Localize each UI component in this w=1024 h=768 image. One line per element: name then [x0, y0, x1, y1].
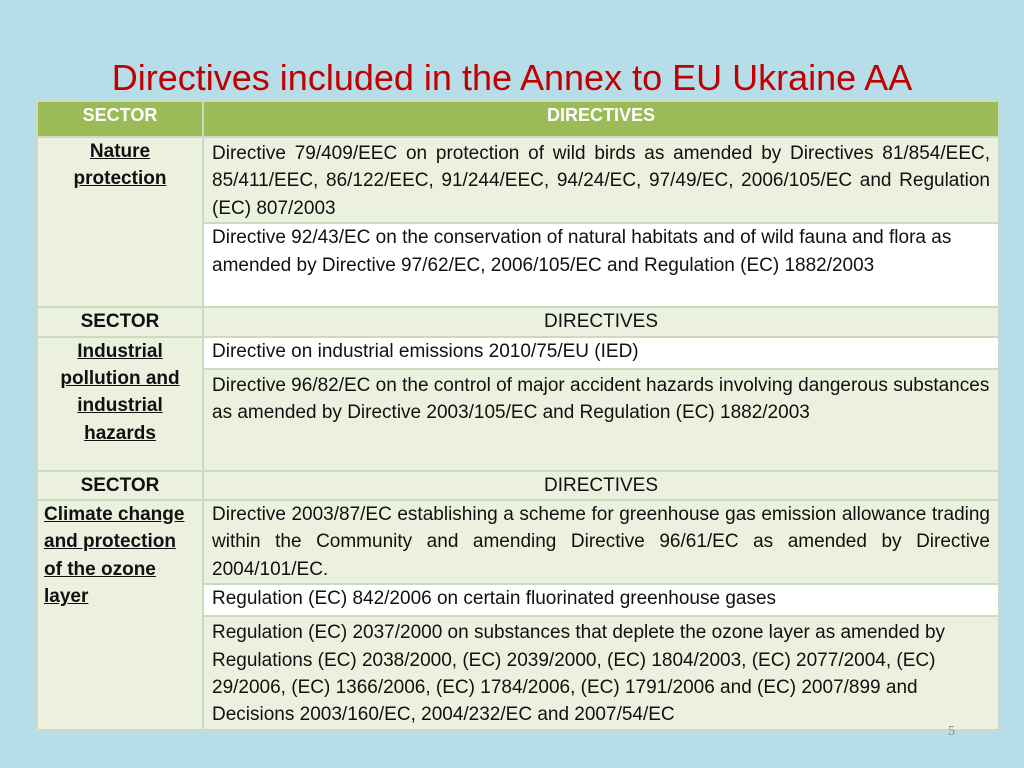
- sector-industrial-pollution[interactable]: [37, 337, 203, 471]
- directives-table: [36, 100, 1000, 731]
- table-row: [37, 500, 999, 584]
- directives-header: DIRECTIVES: [203, 307, 999, 336]
- directive-cell: Directive 79/409/EEC on protection of wild birds as amended by Directives 81/854/EEC, 85/411/EEC, 86/122/EEC, 91/244/EEC, 94/24/EC, 97/49/EC, 2006/105/EC and Regulation (EC) 807/2003: [203, 137, 999, 223]
- table-row: [37, 337, 999, 369]
- sector-label-line: of the ozone: [44, 558, 156, 580]
- sector-header-row: [37, 471, 999, 500]
- sector-header: SECTOR: [37, 471, 203, 500]
- sector-label-line: layer: [44, 586, 89, 608]
- sector-climate-change[interactable]: [37, 500, 203, 730]
- sector-header-row: [37, 307, 999, 336]
- directive-cell: Directive 96/82/EC on the control of major accident hazards involving dangerous substances as amended by Directive 2003/105/EC and Regulation (EC) 1882/2003: [203, 369, 999, 471]
- sector-label-line: protection: [73, 168, 167, 189]
- directive-cell: Directive 92/43/EC on the conservation of natural habitats and of wild fauna and flora as amended by Directive 97/62/EC, 2006/105/EC and Regulation (EC) 1882/2003: [203, 223, 999, 307]
- sector-label-line: Industrial: [77, 340, 163, 362]
- sector-label-line: pollution and: [60, 368, 180, 390]
- directives-header: DIRECTIVES: [203, 101, 999, 137]
- sector-nature-protection[interactable]: [37, 137, 203, 307]
- directive-cell: Regulation (EC) 842/2006 on certain fluorinated greenhouse gases: [203, 584, 999, 616]
- slide-title: Directives included in the Annex to EU Ukraine AA: [111, 57, 913, 98]
- directive-cell: Directive 2003/87/EC establishing a scheme for greenhouse gas emission allowance trading within the Community and amending Directive 96/61/EC as amended by Directive 2004/101/EC.: [203, 500, 999, 584]
- sector-label-line: Climate change: [44, 504, 185, 526]
- directives-header: DIRECTIVES: [203, 471, 999, 500]
- directive-cell: Regulation (EC) 2037/2000 on substances that deplete the ozone layer as amended by Regulations (EC) 2038/2000, (EC) 2039/2000, (EC) 1804/2003, (EC) 2077/2004, (EC) 29/2006, (EC) 1366/2006, (EC) 1784/2006, (EC) 1791/2006 and (EC) 2007/899 and Decisions 2003/160/EC, 2004/232/EC and 2007/54/EC: [203, 616, 999, 730]
- sector-header: SECTOR: [37, 101, 203, 137]
- sector-label-line: Nature: [89, 141, 151, 162]
- sector-label-line: and protection: [44, 531, 176, 553]
- table-header-row: [37, 101, 999, 137]
- sector-header: SECTOR: [37, 307, 203, 336]
- sector-label-line: industrial: [77, 395, 163, 417]
- directive-cell: Directive on industrial emissions 2010/75/EU (IED): [203, 337, 999, 369]
- page-number: 5: [948, 724, 955, 739]
- table-row: [37, 137, 999, 223]
- sector-label-line: hazards: [84, 422, 156, 444]
